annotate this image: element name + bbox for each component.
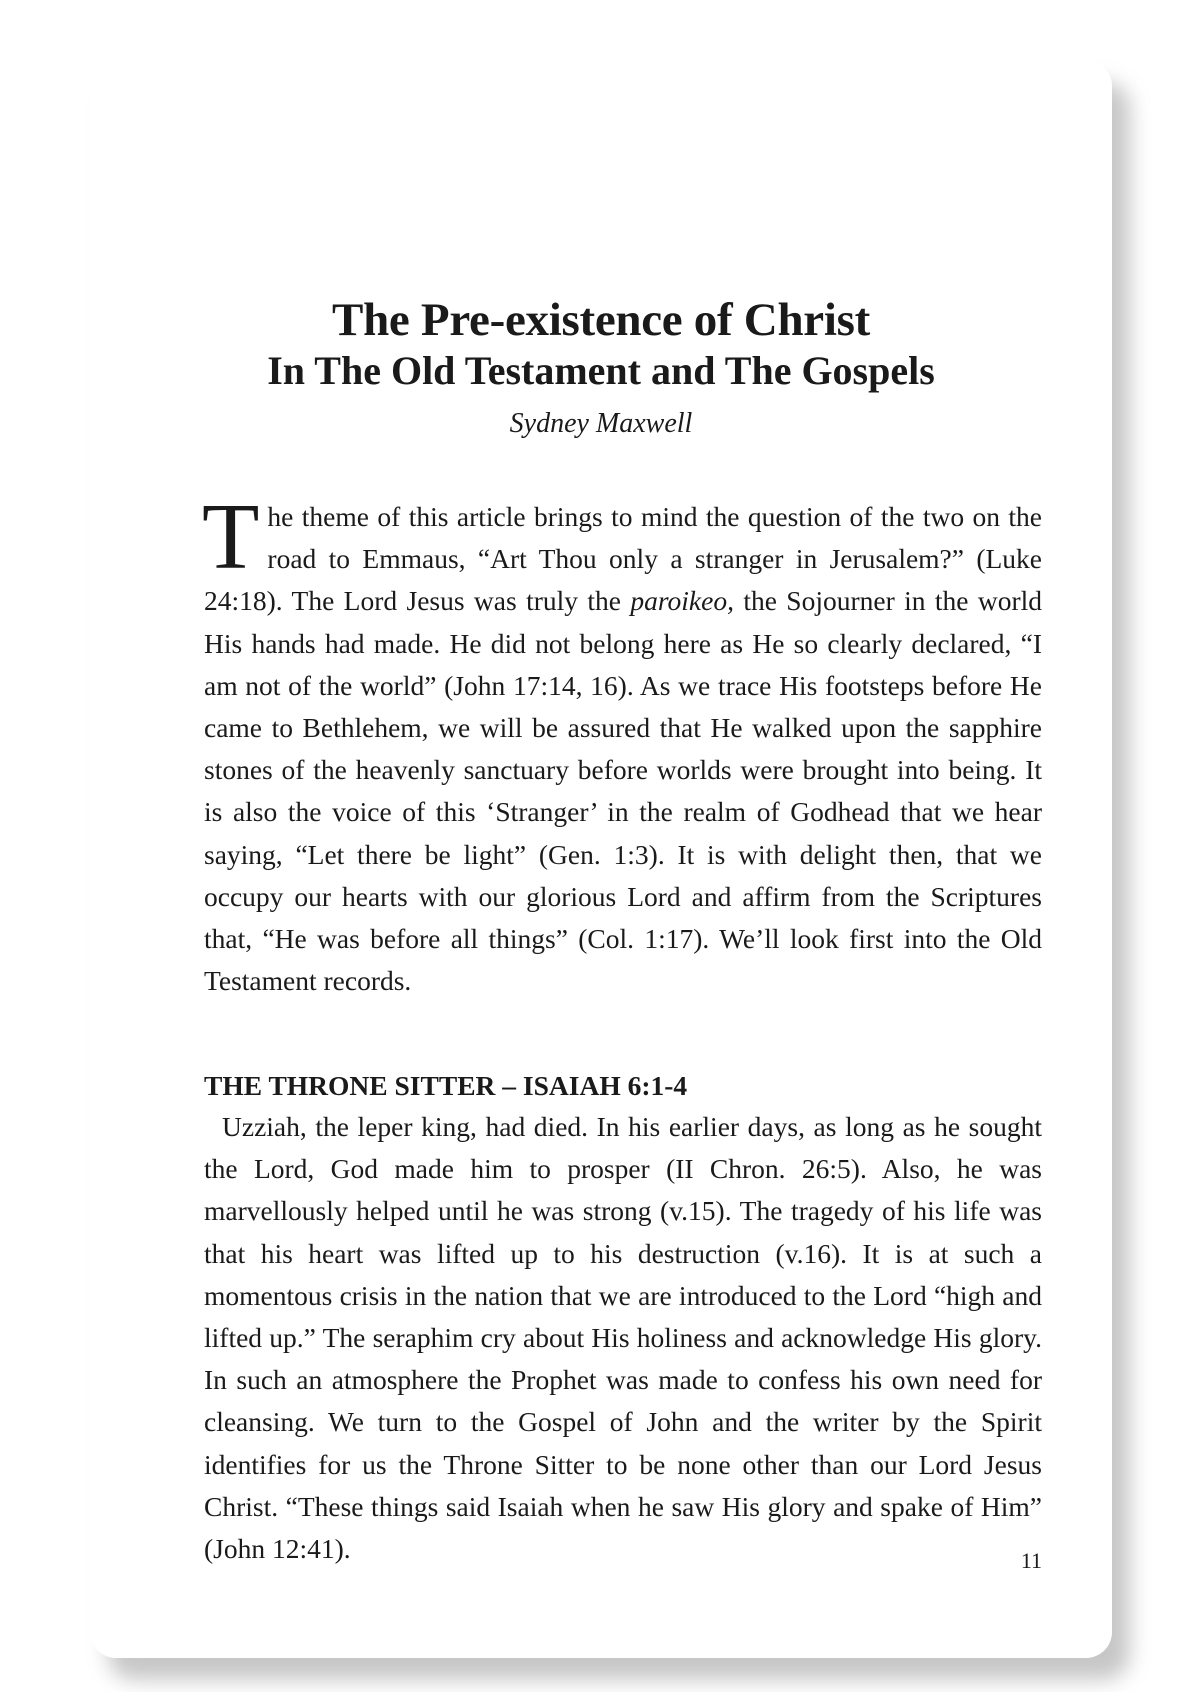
document-page [90,60,1112,1658]
drop-cap: T [202,485,260,589]
section-paragraph: Uzziah, the leper king, had died. In his earlier days, as long as he sought the Lord, God made him to prosper (II Chron. 26:5). Also, he was marvellously helped until he was strong (v.15). The tragedy of his life was that his heart was lifted up to his destruction (v.16). It is at such a momentous crisis in the nation that we are introduced to the Lord “high and lifted up.” The seraphim cry about His holiness and acknowledge His glory. In such an atmosphere the Prophet was made to confess his own need for cleansing. We turn to the Gospel of John and the writer by the Spirit identifies for us the Throne Sitter to be none other than our Lord Jesus Christ. “These things said Isaiah when he saw His glory and spake of Him” (John 12:41). [204,1111,1042,1565]
page-number: 11 [1020,1548,1042,1573]
intro-paragraph [202,485,1042,1002]
article-author: Sydney Maxwell [509,408,693,439]
intro-text-part-1: he theme of this article brings to mind the question of the two on the road to Emmaus, “Art Thou only a stranger in Jerusalem?” (Luke 24:18). The Lord Jesus was truly the [204,501,1042,617]
section-heading: THE THRONE SITTER – ISAIAH 6:1-4 [204,1070,688,1101]
intro-text-part-2: the Sojourner in the world His hands had made. He did not belong here as He so clearly declared, “I am not of the world” (John 17:14, 16). As we trace His footsteps before He came to Bethlehem, we will be assured that He walked upon the sapphire stones of the heavenly sanctuary before worlds were brought into being. It is also the voice of this ‘Stranger’ in the realm of Godhead that we hear saying, “Let there be light” (Gen. 1:3). It is with delight then, that we occupy our hearts with our glorious Lord and affirm from the Scriptures that, “He was before all things” (Col. 1:17). We’ll look first into the Old Testament records. [204,585,1042,997]
article-title: The Pre-existence of Christ [332,294,870,346]
article-subtitle: In The Old Testament and The Gospels [267,348,935,393]
intro-emphasis: paroikeo, [630,585,734,617]
